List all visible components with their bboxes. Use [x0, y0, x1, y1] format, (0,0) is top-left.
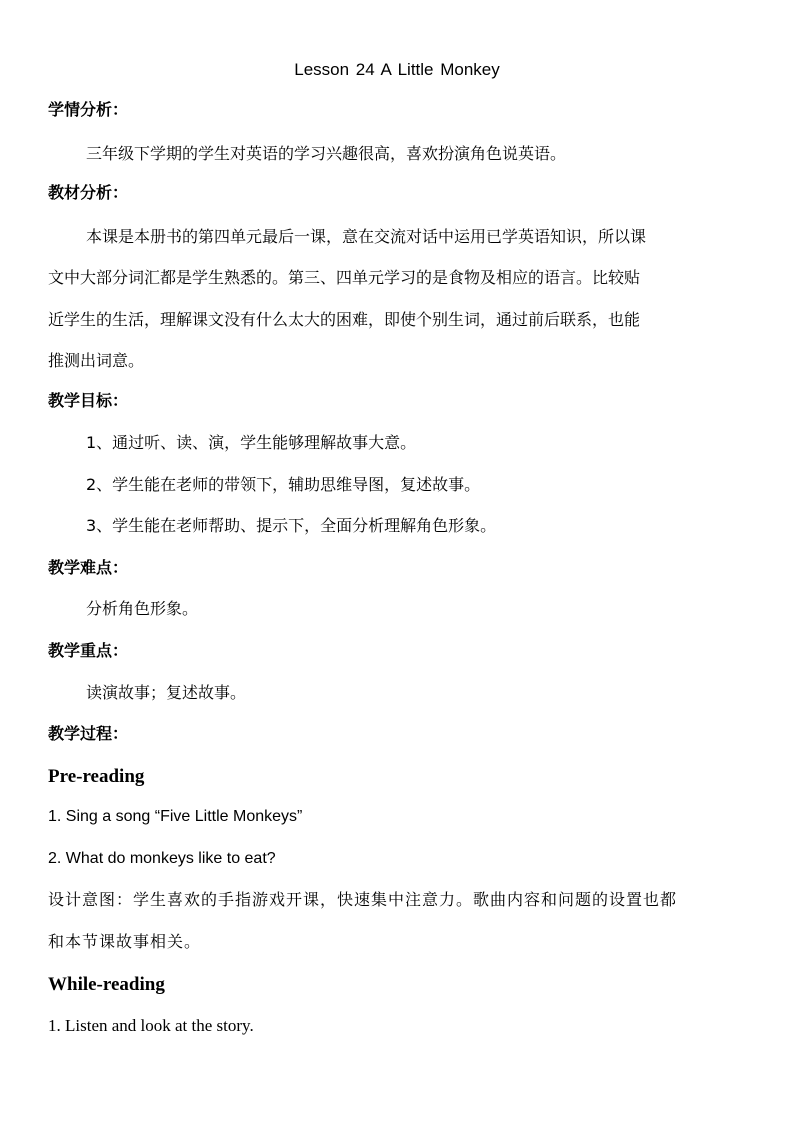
design-intent-line: 设计意图：学生喜欢的手指游戏开课，快速集中注意力。歌曲内容和问题的设置也都 [48, 890, 678, 909]
while-reading-item: 1. Listen and look at the story. [48, 1016, 254, 1035]
objective-item: 2、学生能在老师的带领下，辅助思维导图，复述故事。 [86, 475, 481, 494]
material-analysis-line: 近学生的生活，理解课文没有什么太大的困难，即使个别生词，通过前后联系，也能 [48, 310, 641, 329]
design-intent-line: 和本节课故事相关。 [48, 932, 202, 951]
heading-while-reading: While-reading [48, 974, 165, 995]
heading-learner-analysis: 学情分析： [48, 100, 129, 119]
material-analysis-line: 推测出词意。 [48, 351, 145, 370]
material-analysis-line: 文中大部分词汇都是学生熟悉的。第三、四单元学习的是食物及相应的语言。比较贴 [48, 268, 641, 287]
heading-material-analysis: 教材分析： [48, 183, 129, 202]
heading-objectives: 教学目标： [48, 391, 129, 410]
heading-key-points: 教学重点： [48, 641, 129, 660]
heading-process: 教学过程： [48, 724, 129, 743]
heading-pre-reading: Pre-reading [48, 766, 145, 787]
learner-analysis-text: 三年级下学期的学生对英语的学习兴趣很高，喜欢扮演角色说英语。 [86, 144, 567, 163]
material-analysis-line: 本课是本册书的第四单元最后一课，意在交流对话中运用已学英语知识，所以课 [86, 227, 647, 246]
difficulties-text: 分析角色形象。 [86, 599, 199, 618]
objective-item: 3、学生能在老师帮助、提示下，全面分析理解角色形象。 [86, 516, 497, 535]
pre-reading-item: 2. What do monkeys like to eat? [48, 850, 276, 867]
document-title: Lesson 24 A Little Monkey [294, 60, 500, 79]
pre-reading-item: 1. Sing a song “Five Little Monkeys” [48, 808, 303, 825]
key-points-text: 读演故事；复述故事。 [86, 683, 247, 702]
heading-difficulties: 教学难点： [48, 558, 129, 577]
objective-item: 1、通过听、读、演，学生能够理解故事大意。 [86, 433, 417, 452]
